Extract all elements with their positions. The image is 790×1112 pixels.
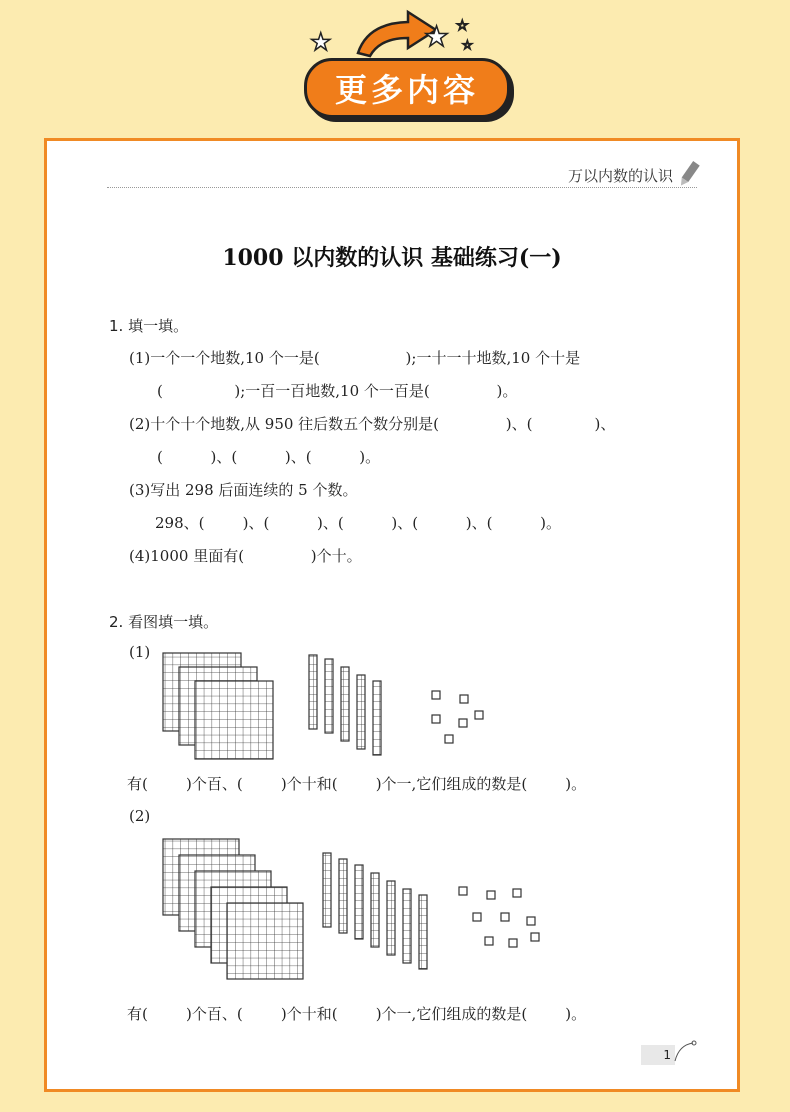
star-icon: ★ — [424, 20, 450, 53]
star-icon: ☆ — [456, 18, 469, 34]
page-number: 1 — [641, 1045, 675, 1065]
base-ten-blocks-figure-1 — [157, 649, 497, 761]
star-icon: ☆ — [462, 38, 473, 52]
q1-line: (4)1000 里面有( )个十。 — [129, 547, 362, 565]
chapter-title: 万以内数的认识 — [567, 167, 673, 185]
star-icon: ★ — [310, 28, 332, 56]
base-ten-blocks-figure-2 — [157, 833, 547, 983]
worksheet-page — [44, 138, 740, 1092]
page-title: 1000 以内数的认识 基础练习(一) — [222, 245, 562, 271]
q2-answer-line: 有( )个百、( )个十和( )个一,它们组成的数是( )。 — [127, 775, 587, 793]
q2-sub-label: (2) — [129, 807, 151, 825]
q2-answer-line: 有( )个百、( )个十和( )个一,它们组成的数是( )。 — [127, 1005, 587, 1023]
question-2-heading: 2. 看图填一填。 — [109, 613, 219, 631]
q1-line: (3)写出 298 后面连续的 5 个数。 — [129, 481, 358, 499]
corner-swirl-icon — [673, 1039, 697, 1063]
question-1-heading: 1. 填一填。 — [109, 317, 189, 335]
q1-line: (1)一个一个地数,10 个一是( );一十一十地数,10 个十是 — [129, 349, 581, 367]
q1-line: ( );一百一百地数,10 个一百是( )。 — [157, 382, 518, 400]
badge-label: 更多内容 — [304, 58, 510, 118]
q1-line: ( )、( )、( )。 — [157, 448, 381, 466]
pencil-icon — [677, 159, 701, 189]
more-content-badge[interactable] — [290, 8, 530, 118]
header-divider — [107, 187, 697, 188]
q1-line: 298、( )、( )、( )、( )、( )。 — [155, 514, 562, 532]
q1-line: (2)十个十个地数,从 950 往后数五个数分别是( )、( )、 — [129, 415, 616, 433]
q2-sub-label: (1) — [129, 643, 151, 661]
